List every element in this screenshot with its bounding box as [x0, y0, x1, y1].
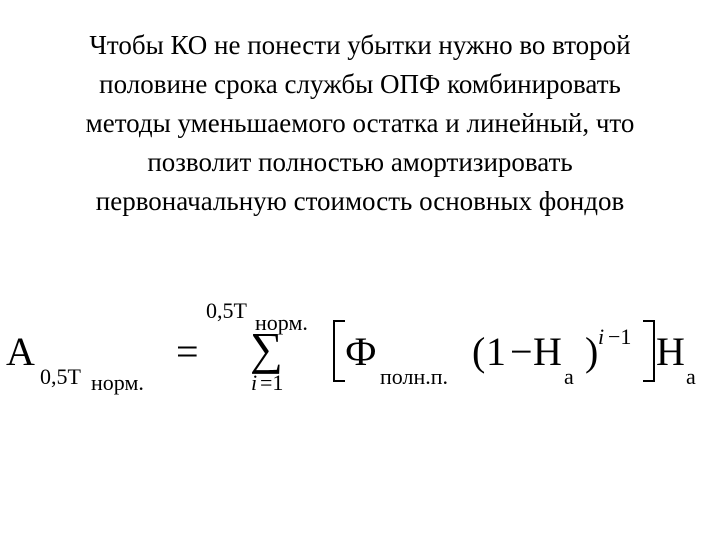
exponent-var: i [598, 324, 605, 349]
depreciation-formula [0, 290, 720, 410]
sum-upper-limit: 0,5Т [206, 298, 247, 323]
inner-h-subscript: а [564, 364, 574, 389]
slide-heading [20, 26, 700, 221]
exponent-rest: −1 [608, 324, 632, 349]
lhs-subscript-sub: норм. [91, 370, 144, 395]
heading-line-3: методы уменьшаемого остатка и линейный, что [85, 108, 635, 138]
outer-h-subscript: а [686, 364, 696, 389]
phi-symbol: Ф [345, 329, 377, 374]
outer-h-symbol: Н [656, 329, 685, 374]
sum-lower-rest: =1 [260, 370, 284, 395]
left-square-bracket [333, 320, 345, 382]
right-square-bracket [643, 320, 655, 382]
heading-line-4: позволит полностью амортизировать [147, 147, 573, 177]
heading-line-2: половине срока службы ОПФ комбинировать [99, 69, 621, 99]
sum-lower-var: i [251, 370, 258, 395]
open-paren: ( [472, 329, 486, 374]
heading-line-1: Чтобы КО не понести убытки нужно во второй [89, 30, 631, 60]
sum-upper-limit-sub: норм. [255, 310, 308, 335]
inner-h-symbol: Н [533, 329, 562, 374]
minus-sign: − [510, 329, 533, 374]
lhs-subscript: 0,5Т [40, 364, 81, 389]
phi-subscript: полн.п. [380, 364, 449, 389]
heading-line-5: первоначальную стоимость основных фондов [95, 186, 625, 216]
equals-sign: = [176, 329, 199, 374]
sum-symbol: ∑ [250, 323, 283, 374]
close-paren: ) [585, 329, 599, 374]
lhs-symbol: A [6, 329, 35, 374]
number-one: 1 [486, 329, 506, 374]
